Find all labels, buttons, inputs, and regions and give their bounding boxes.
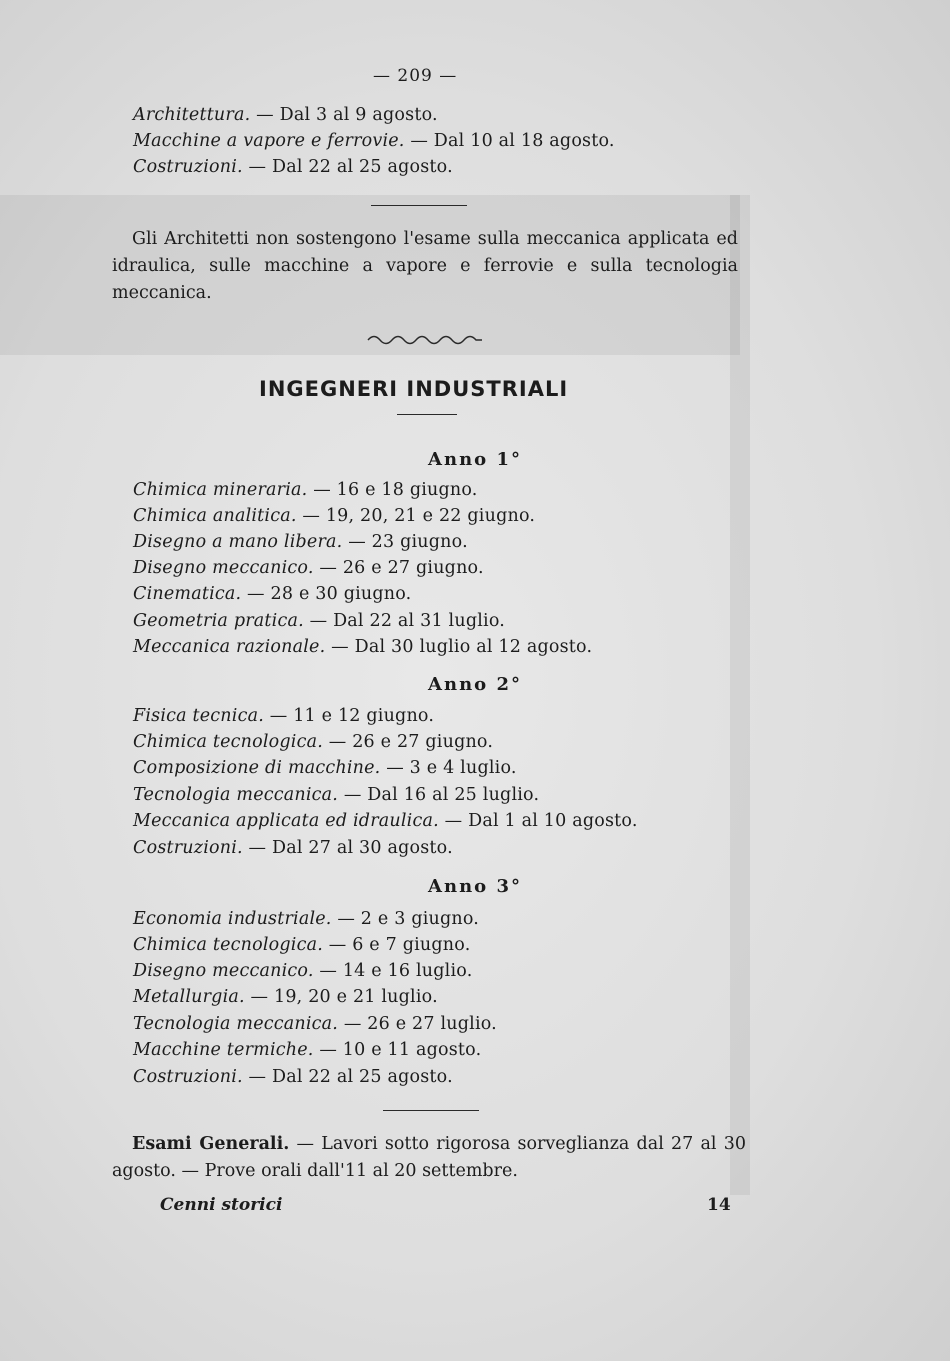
entry-dates: — 19, 20, 21 e 22 giugno. bbox=[302, 506, 536, 526]
list-item bbox=[133, 506, 535, 526]
list-item bbox=[133, 1040, 481, 1060]
entry-dates: — Dal 22 al 25 agosto. bbox=[248, 157, 453, 177]
entry-dates: — 6 e 7 giugno. bbox=[328, 935, 471, 955]
list-item bbox=[133, 1014, 497, 1034]
year-heading: Anno 2° bbox=[428, 674, 522, 695]
entry-dates: — Dal 16 al 25 luglio. bbox=[343, 785, 540, 805]
entry-subject: Costruzioni. bbox=[133, 1067, 243, 1087]
entry-subject: Metallurgia. bbox=[133, 987, 245, 1007]
entry-subject: Fisica tecnica. bbox=[133, 706, 264, 726]
architects-note bbox=[112, 226, 738, 307]
note-text: Gli Architetti non sostengono l'esame sulla meccanica applicata ed idraulica, sulle macchine a vapore e ferrovie e sulla tecnologia meccanica. bbox=[112, 229, 738, 303]
list-item bbox=[133, 838, 453, 858]
list-item bbox=[133, 611, 505, 631]
entry-subject: Economia industriale. bbox=[133, 909, 332, 929]
list-item bbox=[133, 909, 479, 929]
entry-subject: Cinematica. bbox=[133, 584, 242, 604]
entry-dates: — Dal 1 al 10 agosto. bbox=[444, 811, 638, 831]
list-item bbox=[133, 105, 438, 125]
entry-dates: — Dal 22 al 25 agosto. bbox=[248, 1067, 453, 1087]
entry-subject: Disegno meccanico. bbox=[133, 558, 314, 578]
entry-dates: — 26 e 27 luglio. bbox=[343, 1014, 497, 1034]
list-item bbox=[133, 480, 478, 500]
footer-title: Cenni storici bbox=[160, 1195, 283, 1215]
entry-dates: — 26 e 27 giugno. bbox=[319, 558, 484, 578]
entry-subject: Meccanica applicata ed idraulica. bbox=[133, 811, 439, 831]
entry-subject: Meccanica razionale. bbox=[133, 637, 326, 657]
list-item bbox=[133, 157, 453, 177]
entry-subject: Chimica tecnologica. bbox=[133, 732, 323, 752]
list-item bbox=[133, 637, 592, 657]
entry-subject: Macchine termiche. bbox=[133, 1040, 314, 1060]
entry-subject: Tecnologia meccanica. bbox=[133, 785, 339, 805]
list-item bbox=[133, 558, 484, 578]
entry-subject: Architettura. bbox=[133, 105, 251, 125]
list-item bbox=[133, 131, 615, 151]
entry-dates: — Dal 27 al 30 agosto. bbox=[248, 838, 453, 858]
list-item bbox=[133, 732, 493, 752]
entry-subject: Disegno meccanico. bbox=[133, 961, 314, 981]
entry-dates: — 23 giugno. bbox=[348, 532, 468, 552]
entry-subject: Chimica analitica. bbox=[133, 506, 297, 526]
entry-dates: — 28 e 30 giugno. bbox=[247, 584, 412, 604]
divider-rule bbox=[371, 205, 467, 206]
list-item bbox=[133, 1067, 453, 1087]
entry-subject: Composizione di macchine. bbox=[133, 758, 381, 778]
entry-subject: Disegno a mano libera. bbox=[133, 532, 343, 552]
entry-dates: — 2 e 3 giugno. bbox=[337, 909, 480, 929]
list-item bbox=[133, 584, 411, 604]
entry-dates: — 3 e 4 luglio. bbox=[386, 758, 517, 778]
entry-subject: Macchine a vapore e ferrovie. bbox=[133, 131, 405, 151]
entry-dates: — 26 e 27 giugno. bbox=[328, 732, 494, 752]
list-item bbox=[133, 961, 472, 981]
entry-subject: Chimica mineraria. bbox=[133, 480, 308, 500]
entry-dates: — Dal 10 al 18 agosto. bbox=[410, 131, 615, 151]
list-item bbox=[133, 532, 468, 552]
general-exams-text: — Lavori sotto rigorosa sorveglianza dal 27 al 30 agosto. — Prove orali dall'11 al 20 settembre. bbox=[112, 1134, 746, 1181]
entry-dates: — 14 e 16 luglio. bbox=[319, 961, 473, 981]
divider-rule bbox=[383, 1110, 479, 1111]
entry-dates: — Dal 3 al 9 agosto. bbox=[256, 105, 438, 125]
entry-subject: Chimica tecnologica. bbox=[133, 935, 323, 955]
footer-signature: 14 bbox=[707, 1195, 731, 1215]
wave-ornament-icon bbox=[366, 331, 484, 345]
entry-dates: — Dal 30 luglio al 12 agosto. bbox=[331, 637, 593, 657]
list-item bbox=[133, 706, 434, 726]
bleed-through-shadow bbox=[730, 195, 750, 1195]
year-heading: Anno 3° bbox=[428, 876, 522, 897]
entry-subject: Costruzioni. bbox=[133, 838, 243, 858]
entry-subject: Tecnologia meccanica. bbox=[133, 1014, 339, 1034]
entry-dates: — 10 e 11 agosto. bbox=[319, 1040, 482, 1060]
divider-rule bbox=[397, 414, 457, 415]
list-item bbox=[133, 935, 470, 955]
entry-dates: — Dal 22 al 31 luglio. bbox=[309, 611, 506, 631]
list-item bbox=[133, 758, 517, 778]
list-item bbox=[133, 811, 638, 831]
list-item bbox=[133, 785, 539, 805]
section-title: INGEGNERI INDUSTRIALI bbox=[259, 377, 569, 401]
entry-subject: Costruzioni. bbox=[133, 157, 243, 177]
list-item bbox=[133, 987, 438, 1007]
year-heading: Anno 1° bbox=[428, 449, 522, 470]
general-exams-note bbox=[112, 1131, 746, 1185]
entry-dates: — 11 e 12 giugno. bbox=[269, 706, 435, 726]
page-number: — 209 — bbox=[373, 66, 458, 86]
general-exams-label: Esami Generali. bbox=[132, 1134, 290, 1154]
entry-subject: Geometria pratica. bbox=[133, 611, 304, 631]
entry-dates: — 19, 20 e 21 luglio. bbox=[250, 987, 438, 1007]
entry-dates: — 16 e 18 giugno. bbox=[313, 480, 478, 500]
